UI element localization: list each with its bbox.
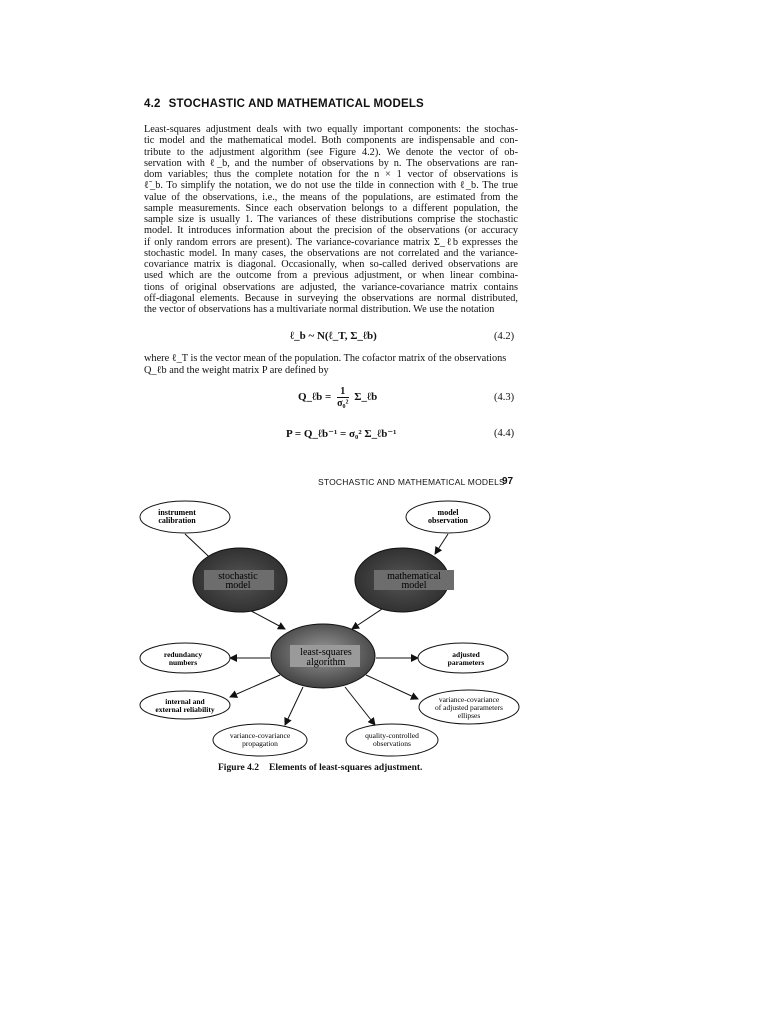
node-adjusted-parameters [418, 643, 508, 673]
node-label: instrument [158, 508, 196, 517]
node-least-squares-algorithm [271, 624, 375, 688]
caption-text: Elements of least-squares adjustment. [269, 763, 423, 773]
fraction-denominator: σ₀² [337, 398, 349, 409]
connector-lsa-reliability [230, 675, 280, 697]
connector-lsa-ellipses [366, 675, 418, 699]
text-line: the vector of observations has a multivariate normal distribution. We use the notation [144, 304, 495, 315]
node-quality-controlled [346, 724, 438, 756]
equation-4-4-number: (4.4) [494, 428, 515, 439]
running-head: STOCHASTIC AND MATHEMATICAL MODELS [318, 477, 505, 487]
text-line: sample measurements. Since each observation belongs to a different population, the [144, 202, 518, 214]
node-redundancy-numbers [140, 643, 230, 673]
text-line: sample size is usually 1. The variances of these distributions comprise the stochastic [144, 214, 518, 225]
node-label: observation [428, 516, 468, 525]
node-stochastic-model [193, 548, 287, 612]
page-number: 97 [502, 476, 514, 487]
equation-4-3-lhs: Q_ℓb = [298, 391, 332, 404]
node-label: model [401, 580, 427, 591]
equation-4-2-number: (4.2) [494, 331, 515, 342]
node-mathematical-model [355, 548, 454, 612]
text-line: tic model and the mathematical model. Both components are indispensable and con- [144, 135, 518, 147]
node-label: numbers [168, 658, 198, 667]
connector-lsa-propagation [285, 687, 303, 725]
text-line: servation with ℓ_b, and the number of observations by n. The observations are ran- [144, 157, 518, 169]
node-model-observation [406, 501, 490, 533]
node-label: model [437, 508, 459, 517]
figure-diagram [130, 492, 530, 762]
node-label: model [225, 580, 251, 591]
figure-caption [218, 763, 422, 773]
node-label: parameters [447, 658, 485, 667]
connector-modelobs-mathematical [435, 534, 448, 554]
node-propagation [213, 724, 307, 756]
node-label: mathematical [387, 571, 441, 582]
node-label: propagation [242, 739, 278, 748]
node-reliability [140, 691, 230, 719]
text-line: covariance matrix is diagonal. Occasionally, when so-called derived observations are [144, 259, 518, 270]
node-label: ellipses [457, 711, 481, 720]
text-line: dom variables; thus the complete notation for the n × 1 vector of observations is [144, 169, 518, 180]
node-label: redundancy [163, 650, 203, 659]
text-line: stochastic model. In many cases, the observations are not correlated and the variance- [144, 247, 518, 259]
equation-4-3 [298, 386, 377, 409]
text-line: value of the observations, i.e., the means of the populations, are estimated from the [144, 191, 518, 203]
text-line: if only random errors are present). The variance-covariance matrix Σ_ℓb expresses the [144, 236, 518, 248]
node-label: variance-covariance [438, 695, 500, 704]
equation-4-3-rhs: Σ_ℓb [354, 391, 378, 404]
fraction [337, 386, 348, 409]
text-line: tribute to the adjustment algorithm (see Figure 4.2). We denote the vector of ob- [144, 146, 518, 158]
node-label: adjusted [452, 650, 480, 659]
section-title: STOCHASTIC AND MATHEMATICAL MODELS [168, 98, 424, 110]
text-line: off-diagonal elements. Because in surveying the observations are normal distributed, [144, 292, 518, 304]
equation-4-3-number: (4.3) [494, 392, 515, 403]
equation-4-2: ℓ_b ~ N(ℓ_T, Σ_ℓb) [290, 330, 377, 342]
paragraph-1 [144, 124, 518, 315]
text-line: Q_ℓb and the weight matrix P are defined by [144, 365, 329, 376]
node-label: observations [373, 739, 411, 748]
node-label: external reliability [155, 705, 215, 714]
text-line: Least-squares adjustment deals with two equally important components: the stochas- [144, 124, 518, 135]
text-line: used which are the outcome from a previous adjustment, or when linear combina- [144, 270, 518, 282]
node-ellipses [419, 690, 519, 724]
text-line: where ℓ_T is the vector mean of the population. The cofactor matrix of the observations [144, 353, 507, 364]
node-label: variance-covariance [229, 731, 291, 740]
text-line: model. It introduces information about the precision of the observations (or accuracy [144, 225, 518, 237]
node-label: algorithm [306, 657, 346, 668]
connector-lsa-quality [345, 687, 375, 725]
node-label: least-squares [300, 647, 352, 658]
node-instrument-calibration [140, 501, 230, 533]
section-heading [144, 98, 424, 110]
paragraph-2 [144, 353, 518, 377]
node-label: calibration [158, 516, 196, 525]
node-label: stochastic [218, 571, 258, 582]
equation-4-4: P = Q_ℓb⁻¹ = σ₀² Σ_ℓb⁻¹ [286, 428, 397, 440]
caption-label: Figure 4.2 [218, 763, 259, 773]
text-line: tions of original observations are adjusted, the variance-covariance matrix contains [144, 281, 518, 293]
node-label: internal and [165, 697, 205, 706]
fraction-numerator: 1 [337, 386, 348, 398]
section-number: 4.2 [144, 98, 161, 110]
node-label: of adjusted parameters [435, 703, 503, 712]
node-label: quality-controlled [365, 731, 419, 740]
text-line: ℓ̃_b. To simplify the notation, we do not use the tilde in connection with ℓ_b. The true [144, 180, 518, 192]
